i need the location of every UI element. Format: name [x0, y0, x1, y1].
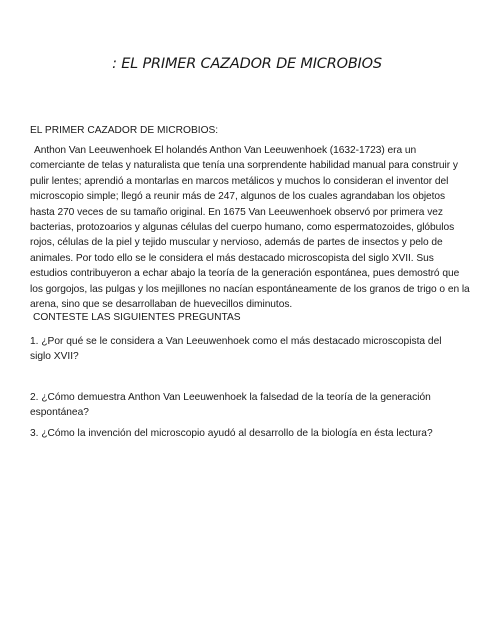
body-paragraph: Anthon Van Leeuwenhoek El holandés Anthon Van Leeuwenhoek (1632-1723) era un comerciante de telas y naturalista que tenía una sorprendente habilidad manual para construir y pulir lentes; aprendió a montarlas en marcos metálicos y muchos lo consideran el inventor del microscopio simple; llegó a reunir más de 247, algunos de los cuales agrandaban los objetos hasta 270 veces de su tamaño original. En 1675 Van Leeuwenhoek observó por primera vez bacterias, protozoarios y algunas células del cuerpo humano, como espermatozoides, glóbulos rojos, células de la piel y tejido muscular y nervioso, además de partes de insectos y pelo de animales. Por todo ello se le considera el más destacado microscopista del siglo XVII. Sus estudios contribuyeron a echar abajo la teoría de la generación espontánea, pues demostró que los gorgojos, las pulgas y los mejillones no nacían espontáneamente de los granos de trigo o en la arena, sino que se desarrollaban de huevecillos diminutos. [30, 145, 470, 311]
section-heading: EL PRIMER CAZADOR DE MICROBIOS: [30, 125, 219, 136]
question-3: 3. ¿Cómo la invención del microscopio ayudó al desarrollo de la biología en ésta lectura? [30, 428, 433, 439]
instructions-heading: CONTESTE LAS SIGUIENTES PREGUNTAS [33, 312, 241, 323]
document-title: : EL PRIMER CAZADOR DE MICROBIOS [112, 56, 382, 72]
question-2: 2. ¿Cómo demuestra Anthon Van Leeuwenhoek la falsedad de la teoría de la generación espontánea? [30, 392, 431, 418]
question-1: 1. ¿Por qué se le considera a Van Leeuwenhoek como el más destacado microscopista del siglo XVII? [30, 336, 442, 362]
